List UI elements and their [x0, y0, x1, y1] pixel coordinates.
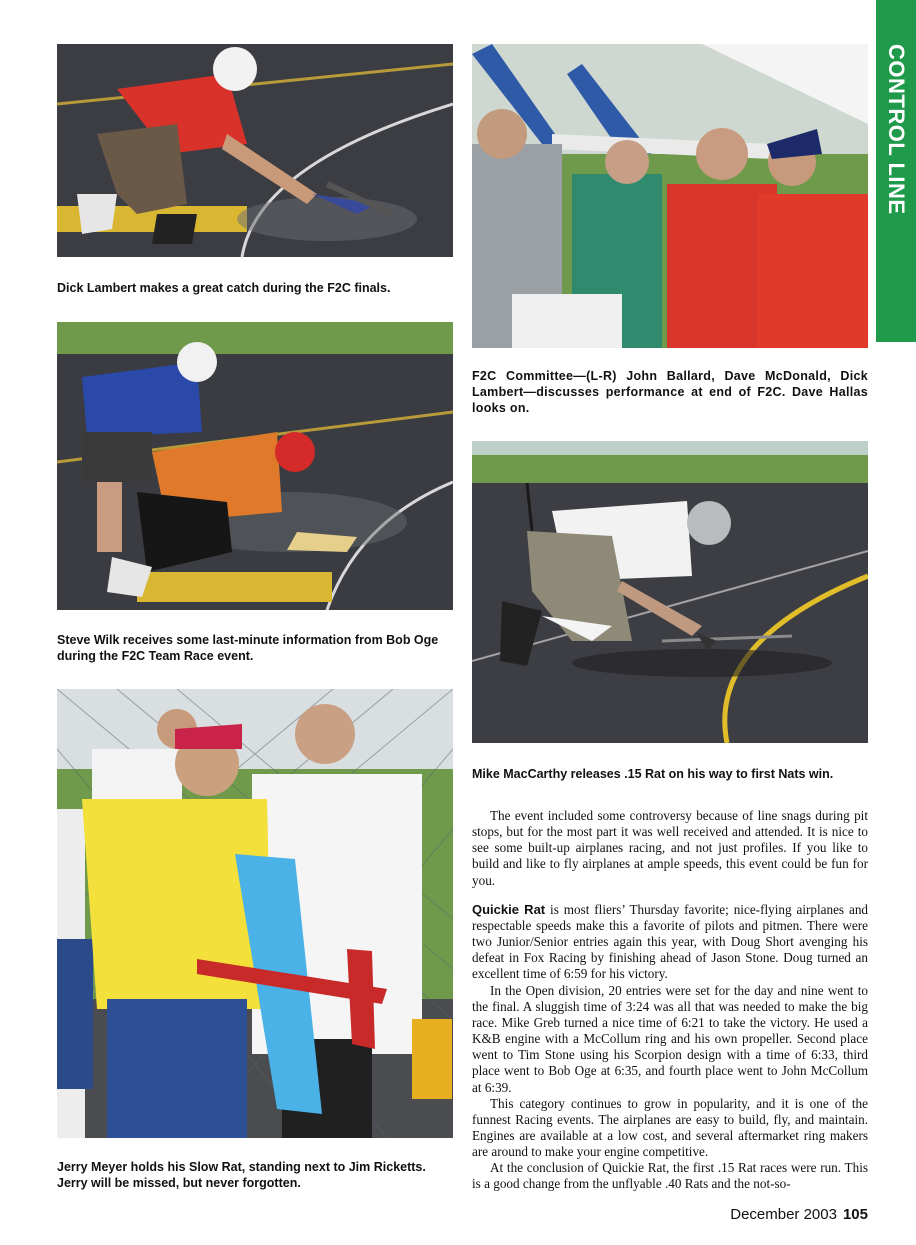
photo-jerry-meyer-slow-rat: [57, 689, 453, 1138]
article-paragraph-4: This category continues to grow in popularity, and it is one of the funnest Racing events. The airplanes are easy to build, fly, and maintain. Engines are available at a low cost, and several aftermarket ring makers are around to make your engine competitive.: [472, 1095, 868, 1160]
photo-dick-lambert-catch: [57, 44, 453, 257]
article-body: [472, 808, 868, 1193]
section-tab-label: CONTROL LINE: [884, 44, 909, 215]
caption-photo-3: Steve Wilk receives some last-minute information from Bob Oge during the F2C Team Race event.: [57, 633, 439, 663]
photo-steve-wilk-bob-oge: [57, 322, 453, 610]
photo-mike-maccarthy-release: [472, 441, 868, 743]
page-number: 105: [842, 1206, 868, 1223]
caption-photo-5: Jerry Meyer holds his Slow Rat, standing next to Jim Ricketts. Jerry will be missed, but never forgotten.: [57, 1160, 426, 1190]
section-tab: [876, 0, 916, 342]
caption-photo-1: Dick Lambert makes a great catch during the F2C finals.: [57, 281, 391, 295]
article-paragraph-2-text: is most fliers’ Thursday favorite; nice-flying airplanes and respectable speeds make this a favorite of pilots and pitmen. There were two Junior/Senior entries again this year, with Doug Short avenging his defeat in Fox Racing by finishing ahead of Jason Stone. Doug turned an excellent time of 6:59 for his victory.: [472, 901, 869, 982]
quickie-rat-heading: Quickie Rat: [472, 901, 546, 917]
article-paragraph-1: The event included some controversy because of line snags during pit stops, but for the most part it was well received and attended. It is nice to see some built-up airplanes racing, and not just profiles. If you like to build and like to fly airplanes at ample speeds, this event could be fun for you.: [472, 808, 868, 888]
article-paragraph-3: In the Open division, 20 entries were set for the day and nine went to the final. A sluggish time of 3:24 was all that was needed to make the big race. Mike Greb turned a nice time of 6:21 to take the victory. He used a K&B engine with a McCollum ring and his own propeller. Second place went to Tim Stone using his Scorpion design with a time of 6:33, third place went to Bob Oge at 6:35, and fourth place went to John McCollum at 6:39.: [472, 982, 868, 1095]
article-paragraph-5: At the conclusion of Quickie Rat, the first .15 Rat races were run. This is a good change from the unflyable .40 Rats and the not-so-: [472, 1160, 868, 1192]
photo-f2c-committee: [472, 44, 868, 348]
caption-photo-2: F2C Committee—(L-R) John Ballard, Dave McDonald, Dick Lambert—discusses performance at end of F2C. Dave Hallas looks on.: [472, 369, 868, 415]
page-footer: [730, 1206, 868, 1223]
caption-photo-4: Mike MacCarthy releases .15 Rat on his way to first Nats win.: [472, 767, 834, 781]
issue-date: December 2003: [730, 1206, 837, 1223]
article-paragraph-2: [472, 902, 868, 983]
